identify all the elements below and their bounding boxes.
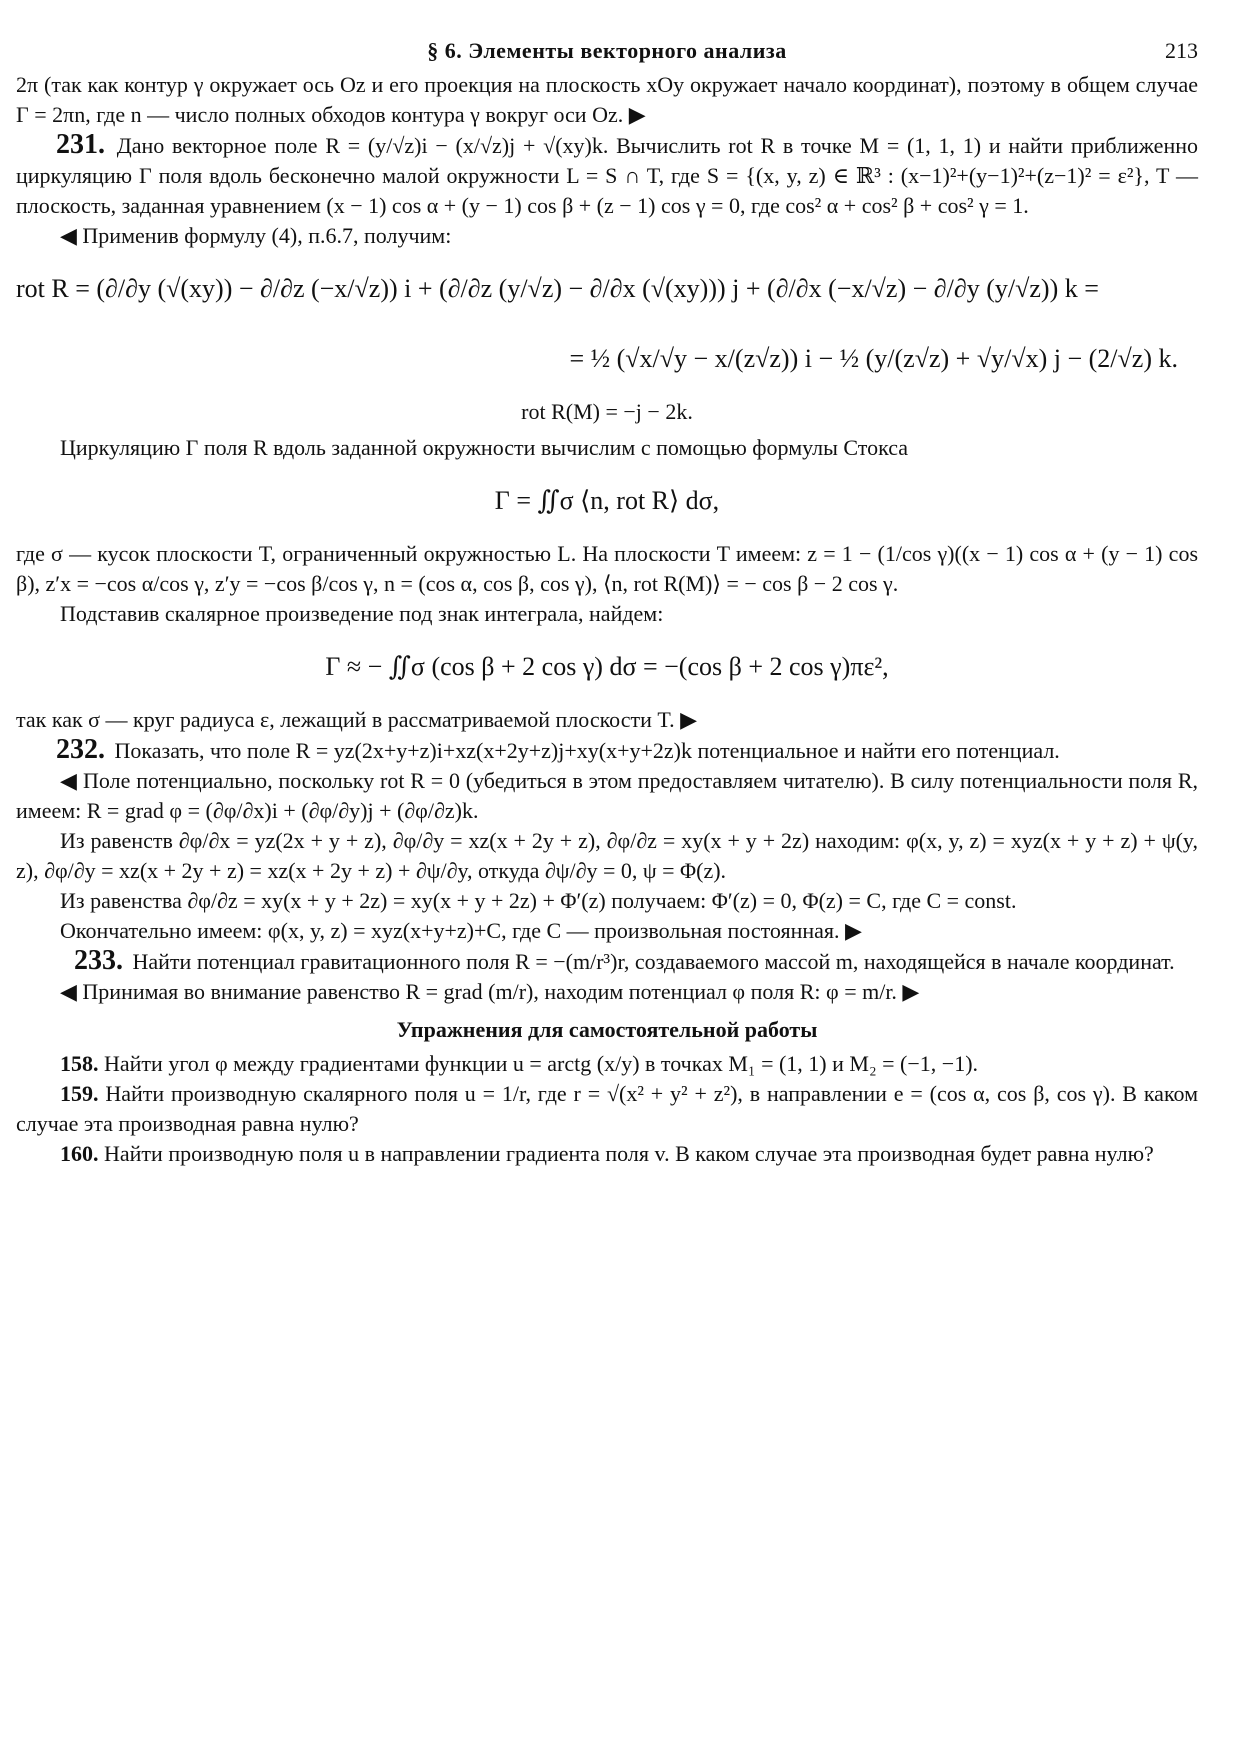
plane-paragraph: где σ — кусок плоскости T, ограниченный окружностью L. На плоскости T имеем: z = 1 − (1/cos γ)((x − 1) cos α + (y − 1) cos β), z′x = −cos α/cos γ, z′y = −cos β/cos γ, n = (cos α, cos β, cos γ), ⟨n, rot R(M)⟩ = − cos β − 2 cos γ.	[16, 541, 1198, 596]
problem-statement: Найти потенциал гравитационного поля R = −(m/r³)r, создаваемого массой m, находящейся в начале координат.	[132, 949, 1175, 974]
problem-number: 231.	[56, 129, 105, 160]
exercises-heading: Упражнения для самостоятельной работы	[396, 1017, 818, 1042]
equation-circulation-approx: Γ ≈ − ∬σ (cos β + 2 cos γ) dσ = −(cos β + 2 cos γ)πε²,	[325, 652, 889, 681]
solution-232-final: Окончательно имеем: φ(x, y, z) = xyz(x+y+z)+C, где C — произвольная постоянная. ▶	[60, 918, 862, 943]
exercise-number: 159.	[60, 1081, 99, 1106]
problem-232	[16, 735, 1198, 766]
problem-231	[16, 130, 1198, 221]
running-header	[16, 38, 1198, 70]
section-title: § 6. Элементы векторного анализа	[427, 38, 787, 63]
equation-stokes: Γ = ∬σ ⟨n, rot R⟩ dσ,	[494, 486, 720, 515]
solution-232-step-a: Из равенств ∂φ/∂x = yz(2x + y + z), ∂φ/∂y = xz(x + 2y + z), ∂φ/∂z = xy(x + y + 2z) находим: φ(x, y, z) = xyz(x + y + z) + ψ(y, z), ∂φ/∂y = xz(x + 2y + z) = xz(x + 2y + z) + ∂ψ/∂y, откуда ∂ψ/∂y = 0, ψ = Φ(z).	[16, 828, 1198, 883]
problem-233	[16, 946, 1198, 977]
problem-statement: Дано векторное поле R = (y/√z)i − (x/√z)j + √(xy)k. Вычислить rot R в точке M = (1, 1, 1) и найти приближенно циркуляцию Γ поля вдоль бесконечно малой окружности L = S ∩ T, где S = {(x, y, z) ∈ ℝ³ : (x−1)²+(y−1)²+(z−1)² = ε²}, T — плоскость, заданная уравнением (x − 1) cos α + (y − 1) cos β + (z − 1) cos γ = 0, где cos² α + cos² β + cos² γ = 1.	[16, 133, 1198, 218]
exercise-text: Найти угол φ между градиентами функции u = arctg (x/y) в точках M₁ = (1, 1) и M₂ = (−1, −1).	[104, 1051, 979, 1076]
circle-paragraph: так как σ — круг радиуса ε, лежащий в рассматриваемой плоскости T. ▶	[16, 707, 698, 732]
solution-232-step-b: Из равенства ∂φ/∂z = xy(x + y + 2z) = xy(x + y + 2z) + Φ′(z) получаем: Φ′(z) = 0, Φ(z) = C, где C = const.	[60, 888, 1017, 913]
book-page	[16, 38, 1198, 1169]
exercise-text: Найти производную скалярного поля u = 1/r, где r = √(x² + y² + z²), в направлении e = (cos α, cos β, cos γ). В каком случае эта производная равна нулю?	[16, 1081, 1199, 1136]
problem-statement: Показать, что поле R = yz(2x+y+z)i+xz(x+2y+z)j+xy(x+y+2z)k потенциальное и найти его потенциал.	[114, 738, 1060, 763]
continued-paragraph: 2π (так как контур γ окружает ось Oz и его проекция на плоскость xOy окружает начало координат), поэтому в общем случае Γ = 2πn, где n — число полных обходов контура γ вокруг оси Oz. ▶	[16, 72, 1198, 127]
exercise-158	[16, 1049, 1198, 1079]
exercise-text: Найти производную поля u в направлении градиента поля v. В каком случае эта производная будет равна нулю?	[104, 1141, 1154, 1166]
equation-rot-r-at-m: rot R(M) = −j − 2k.	[521, 399, 693, 424]
exercise-159	[16, 1079, 1198, 1139]
solution-232-intro: ◀ Поле потенциально, поскольку rot R = 0 (убедиться в этом предоставляем читателю). В силу потенциальности поля R, имеем: R = grad φ = (∂φ/∂x)i + (∂φ/∂y)j + (∂φ/∂z)k.	[16, 768, 1198, 823]
substitution-paragraph: Подставив скалярное произведение под знак интеграла, найдем:	[60, 601, 664, 626]
solution-intro: ◀ Применив формулу (4), п.6.7, получим:	[60, 223, 452, 248]
exercise-160	[16, 1139, 1198, 1169]
page-number: 213	[1165, 38, 1198, 63]
equation-rot-r-result: = ½ (√x/√y − x/(z√z)) i − ½ (y/(z√z) + √y/√x) j − (2/√z) k.	[569, 344, 1178, 373]
exercise-number: 160.	[60, 1141, 99, 1166]
circulation-paragraph: Циркуляцию Γ поля R вдоль заданной окружности вычислим с помощью формулы Стокса	[60, 435, 909, 460]
problem-number: 232.	[56, 734, 105, 765]
exercise-number: 158.	[60, 1051, 99, 1076]
problem-number: 233.	[74, 945, 123, 976]
solution-233: ◀ Принимая во внимание равенство R = grad (m/r), находим потенциал φ поля R: φ = m/r. ▶	[60, 979, 920, 1004]
equation-rot-r: rot R = (∂/∂y (√(xy)) − ∂/∂z (−x/√z)) i + (∂/∂z (y/√z) − ∂/∂x (√(xy))) j + (∂/∂x (−x/√z) − ∂/∂y (y/√z)) k =	[16, 274, 1099, 303]
